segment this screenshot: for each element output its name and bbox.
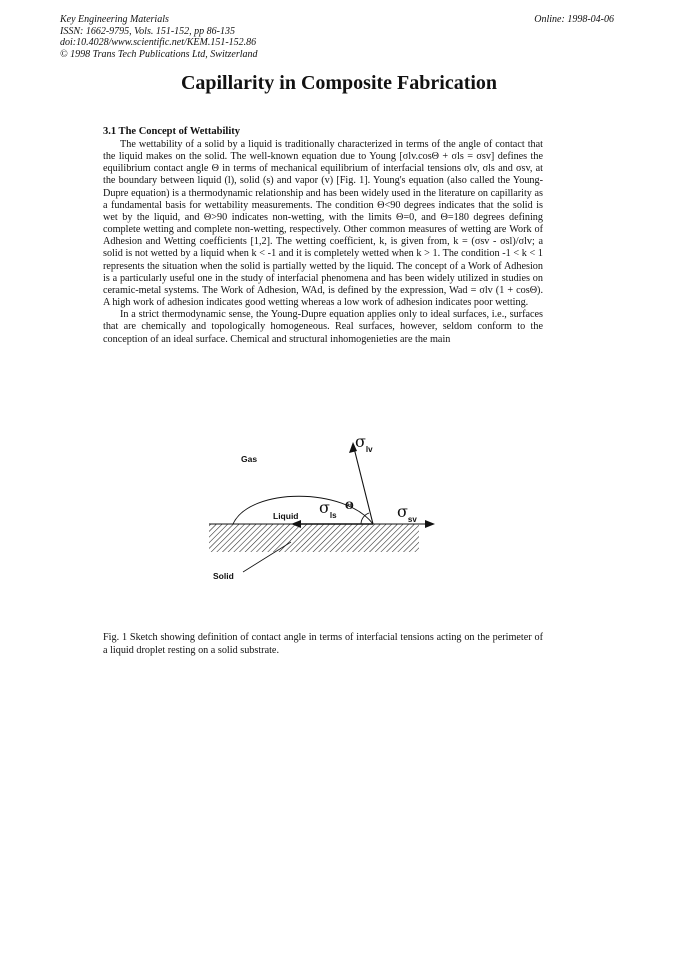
sigma-symbol: σ bbox=[397, 502, 408, 521]
sigma-ls-label bbox=[319, 500, 337, 524]
sigma-symbol: σ bbox=[355, 432, 366, 451]
sigma-sv-label bbox=[397, 504, 417, 528]
paper-title: Capillarity in Composite Fabrication bbox=[180, 72, 498, 94]
body-text bbox=[103, 139, 543, 346]
gas-label: Gas bbox=[241, 454, 258, 464]
contact-angle-figure bbox=[195, 432, 455, 592]
journal-header bbox=[60, 14, 258, 60]
liquid-label: Liquid bbox=[273, 511, 299, 521]
paragraph: The wettability of a solid by a liquid is traditionally characterized in terms of the angle of contact that the liquid makes on the solid. The well-known equation due to Young [σlv.cosΘ + σls = σsv] defines the equilibrium contact angle Θ in terms of mechanical equilibrium of interfacial tensions σlv, σls and σsv, at the boundary between liquid (l), solid (s) and vapor (v) [Fig. 1]. Young's equation (also called the Young-Dupre equation) is a thermodynamic relationship and has been widely used in the literature on capillarity as a fundamental basis for wettability measurements. The condition Θ<90 degrees indicates that the solid is wet by the liquid, and Θ>90 indicates non-wetting, with the limits Θ=0, and Θ=180 degrees defining complete wetting and complete non-wetting, respectively. Other common measures of wetting are Work of Adhesion and Wetting coefficients [1,2]. The wetting coefficient, k, is given from, k = (σsv - σsl)/σlv; a solid is not wetted by a liquid when k < -1 and it is completely wetted when k > 1. The condition -1 < k < 1 represents the situation when the solid is partially wetted by the liquid. The concept of a Work of Adhesion is a particularly useful one in the study of interfacial phenomena and has been widely utilized in studies on ceramic-metal systems. The Work of Adhesion, WAd, is defined by the expression, Wad = σlv (1 + cosΘ). A high work of adhesion indicates good wetting whereas a low work of adhesion indicates poor wetting. bbox=[103, 139, 543, 309]
solid-label: Solid bbox=[213, 571, 234, 581]
theta-label: Θ bbox=[345, 501, 354, 512]
issn-line: ISSN: 1662-9795, Vols. 151-152, pp 86-135 bbox=[60, 25, 235, 37]
copyright-line: © 1998 Trans Tech Publications Ltd, Switzerland bbox=[60, 48, 258, 60]
figure-caption: Fig. 1 Sketch showing definition of contact angle in terms of interfacial tensions acting on the perimeter of a liquid droplet resting on a solid substrate. bbox=[103, 632, 543, 656]
doi-line: doi:10.4028/www.scientific.net/KEM.151-152.86 bbox=[60, 37, 257, 48]
paragraph: In a strict thermodynamic sense, the Young-Dupre equation applies only to ideal surfaces, i.e., surfaces that are chemically and topologically homogeneous. Real surfaces, however, seldom conform to the conception of an ideal surface. Chemical and structural inhomogenieties are the main bbox=[103, 309, 543, 345]
journal-name: Key Engineering Materials bbox=[60, 14, 169, 25]
sigma-symbol: σ bbox=[319, 498, 330, 517]
solid-substrate bbox=[209, 524, 419, 552]
lv-subscript: lv bbox=[365, 445, 373, 454]
sv-subscript: sv bbox=[407, 515, 417, 524]
ls-subscript: ls bbox=[329, 511, 337, 520]
sigma-lv-label bbox=[355, 434, 373, 458]
section-heading: 3.1 The Concept of Wettability bbox=[103, 126, 240, 137]
online-date: Online: 1998-04-06 bbox=[534, 14, 614, 25]
sigma-sv-arrowhead bbox=[425, 520, 435, 528]
